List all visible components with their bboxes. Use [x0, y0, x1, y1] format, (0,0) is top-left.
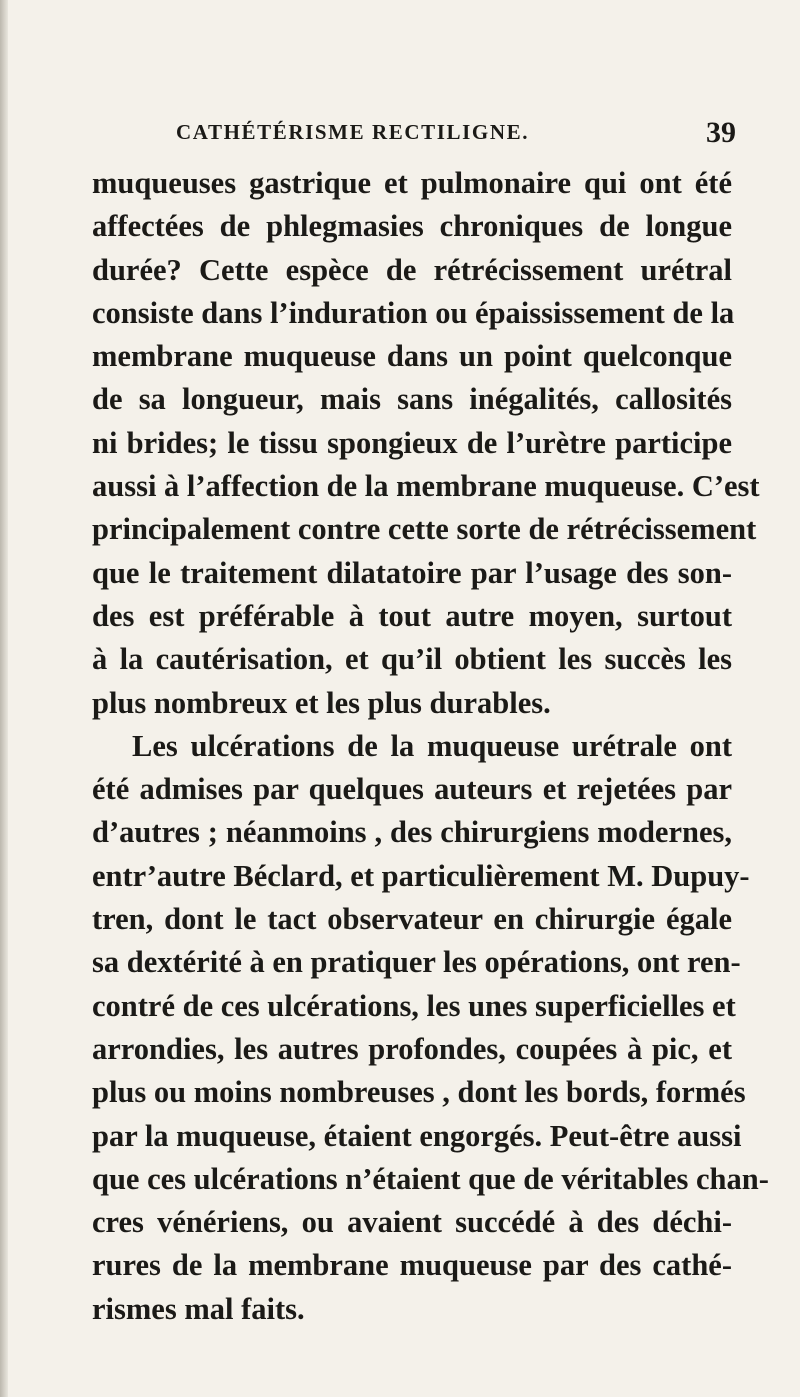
text-line-3: durée? Cette espèce de rétrécissement urétral	[92, 252, 732, 287]
text-line-13: plus nombreux et les plus durables.	[92, 685, 551, 720]
text-line-8: aussi à l’affection de la membrane muqueuse. C’est	[92, 469, 760, 504]
text-line-19: sa dextérité à en pratiquer les opérations, ont ren-	[92, 945, 741, 980]
text-line-5: membrane muqueuse dans un point quelconque	[92, 339, 732, 374]
text-line-27: rismes mal faits.	[92, 1291, 305, 1326]
running-head	[176, 116, 736, 150]
running-title: CATHÉTÉRISME RECTILIGNE.	[176, 120, 530, 144]
text-line-22: plus ou moins nombreuses , dont les bords, formés	[92, 1075, 746, 1110]
text-line-11: des est préférable à tout autre moyen, surtout	[92, 598, 732, 633]
text-line-10: que le traitement dilatatoire par l’usage des son-	[92, 555, 732, 590]
text-line-1: muqueuses gastrique et pulmonaire qui ont été	[92, 166, 732, 200]
text-line-21: arrondies, les autres profondes, coupées à pic, et	[92, 1031, 732, 1066]
text-line-23: par la muqueuse, étaient engorgés. Peut-être aussi	[92, 1118, 742, 1153]
text-line-9: principalement contre cette sorte de rétrécissement	[92, 512, 757, 547]
page-binding-edge	[0, 0, 8, 1397]
text-line-26: rures de la membrane muqueuse par des cathé-	[92, 1248, 732, 1283]
text-line-18: tren, dont le tact observateur en chirurgie égale	[92, 902, 732, 937]
text-line-2: affectées de phlegmasies chroniques de longue	[92, 209, 732, 244]
text-line-16: d’autres ; néanmoins , des chirurgiens modernes,	[92, 815, 732, 850]
text-line-7: ni brides; le tissu spongieux de l’urètre participe	[92, 425, 732, 460]
text-line-25: cres vénériens, ou avaient succédé à des déchi-	[92, 1205, 732, 1240]
text-line-14: Les ulcérations de la muqueuse urétrale ont	[132, 728, 732, 763]
text-line-6: de sa longueur, mais sans inégalités, callosités	[92, 382, 732, 417]
body-text	[92, 162, 769, 1331]
text-line-12: à la cautérisation, et qu’il obtient les succès les	[92, 642, 732, 677]
text-line-17: entr’autre Béclard, et particulièrement M. Dupuy-	[92, 858, 750, 893]
page-number: 39	[706, 116, 736, 149]
text-line-20: contré de ces ulcérations, les unes superficielles et	[92, 988, 736, 1023]
text-line-24: que ces ulcérations n’étaient que de véritables chan-	[92, 1161, 769, 1196]
text-line-4: consiste dans l’induration ou épaississement de la	[92, 295, 735, 330]
text-line-15: été admises par quelques auteurs et rejetées par	[92, 772, 732, 807]
